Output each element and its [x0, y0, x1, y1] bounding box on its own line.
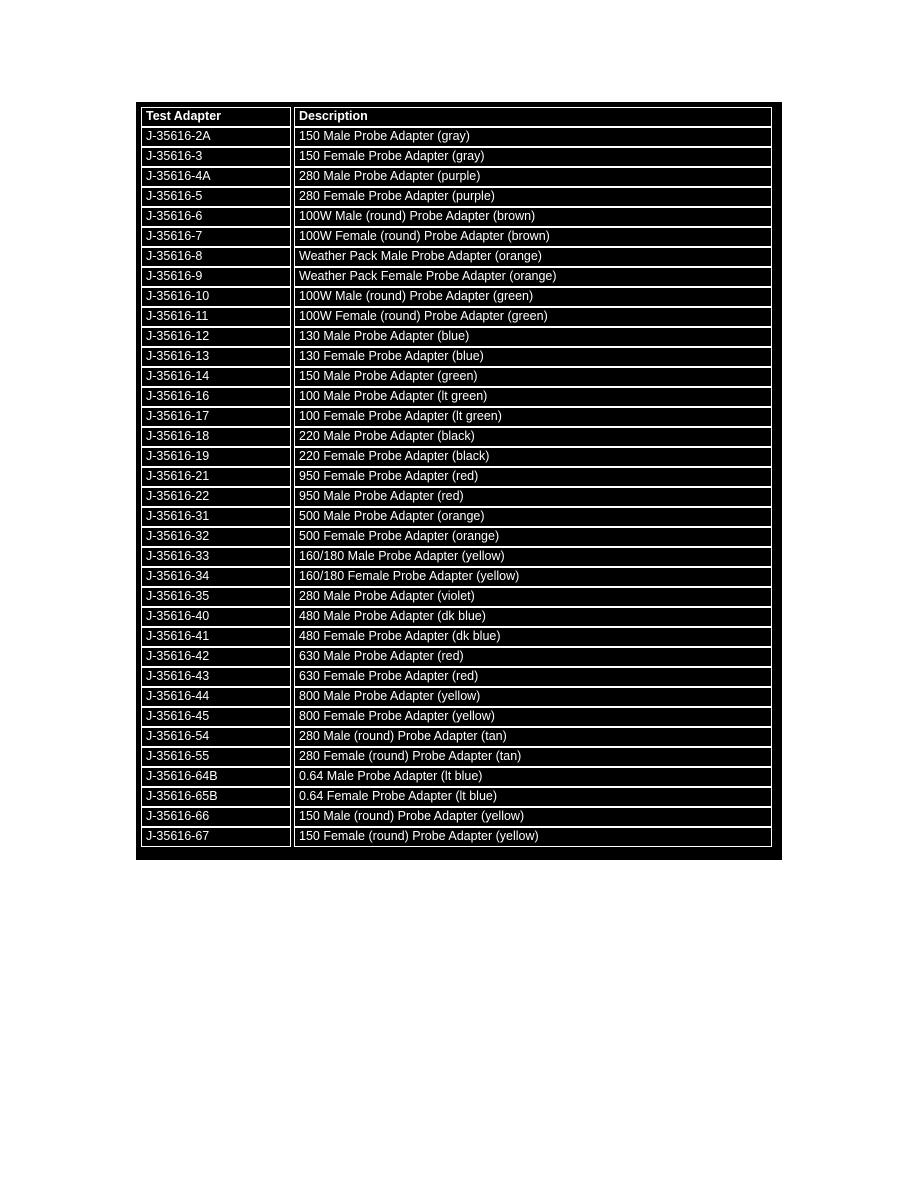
table-row: [141, 387, 775, 407]
description-cell: 100 Female Probe Adapter (lt green): [294, 407, 772, 427]
test-adapter-cell: J-35616-9: [141, 267, 291, 287]
table-row: [141, 467, 775, 487]
test-adapter-cell: J-35616-2A: [141, 127, 291, 147]
description-cell: 0.64 Male Probe Adapter (lt blue): [294, 767, 772, 787]
test-adapter-cell: J-35616-3: [141, 147, 291, 167]
description-cell: 280 Female (round) Probe Adapter (tan): [294, 747, 772, 767]
table-row: [141, 767, 775, 787]
test-adapter-cell: J-35616-7: [141, 227, 291, 247]
test-adapter-cell: J-35616-19: [141, 447, 291, 467]
description-cell: 130 Male Probe Adapter (blue): [294, 327, 772, 347]
test-adapter-cell: J-35616-10: [141, 287, 291, 307]
test-adapter-cell: J-35616-35: [141, 587, 291, 607]
description-cell: 630 Male Probe Adapter (red): [294, 647, 772, 667]
description-cell: 150 Female (round) Probe Adapter (yellow): [294, 827, 772, 847]
test-adapter-cell: J-35616-42: [141, 647, 291, 667]
table-row: [141, 407, 775, 427]
table-row: [141, 727, 775, 747]
test-adapter-cell: J-35616-11: [141, 307, 291, 327]
description-cell: 100W Female (round) Probe Adapter (green): [294, 307, 772, 327]
description-cell: Weather Pack Female Probe Adapter (orange): [294, 267, 772, 287]
table-row: [141, 507, 775, 527]
test-adapter-cell: J-35616-44: [141, 687, 291, 707]
adapter-table: [136, 102, 782, 860]
table-row: [141, 827, 775, 847]
description-cell: 220 Female Probe Adapter (black): [294, 447, 772, 467]
test-adapter-cell: J-35616-66: [141, 807, 291, 827]
table-row: [141, 667, 775, 687]
test-adapter-cell: J-35616-34: [141, 567, 291, 587]
table-row: [141, 567, 775, 587]
description-cell: 800 Female Probe Adapter (yellow): [294, 707, 772, 727]
table-row: [141, 307, 775, 327]
test-adapter-cell: J-35616-12: [141, 327, 291, 347]
table-row: [141, 347, 775, 367]
table-row: [141, 707, 775, 727]
test-adapter-cell: J-35616-5: [141, 187, 291, 207]
description-cell: 160/180 Female Probe Adapter (yellow): [294, 567, 772, 587]
test-adapter-cell: J-35616-14: [141, 367, 291, 387]
test-adapter-cell: J-35616-13: [141, 347, 291, 367]
header-description: Description: [294, 107, 772, 127]
description-cell: 0.64 Female Probe Adapter (lt blue): [294, 787, 772, 807]
description-cell: 950 Female Probe Adapter (red): [294, 467, 772, 487]
description-cell: 130 Female Probe Adapter (blue): [294, 347, 772, 367]
table-row: [141, 627, 775, 647]
description-cell: 280 Male Probe Adapter (violet): [294, 587, 772, 607]
description-cell: 480 Male Probe Adapter (dk blue): [294, 607, 772, 627]
description-cell: 150 Female Probe Adapter (gray): [294, 147, 772, 167]
test-adapter-cell: J-35616-8: [141, 247, 291, 267]
description-cell: 160/180 Male Probe Adapter (yellow): [294, 547, 772, 567]
table-row: [141, 547, 775, 567]
test-adapter-cell: J-35616-17: [141, 407, 291, 427]
table-row: [141, 167, 775, 187]
test-adapter-cell: J-35616-41: [141, 627, 291, 647]
description-cell: 150 Male (round) Probe Adapter (yellow): [294, 807, 772, 827]
test-adapter-cell: J-35616-18: [141, 427, 291, 447]
table-row: [141, 747, 775, 767]
description-cell: 220 Male Probe Adapter (black): [294, 427, 772, 447]
test-adapter-cell: J-35616-31: [141, 507, 291, 527]
description-cell: 150 Male Probe Adapter (gray): [294, 127, 772, 147]
table-row: [141, 687, 775, 707]
description-cell: 800 Male Probe Adapter (yellow): [294, 687, 772, 707]
test-adapter-cell: J-35616-6: [141, 207, 291, 227]
table-row: [141, 587, 775, 607]
table-row: [141, 207, 775, 227]
test-adapter-cell: J-35616-22: [141, 487, 291, 507]
test-adapter-cell: J-35616-33: [141, 547, 291, 567]
adapter-table-grid: [141, 107, 775, 847]
table-row: [141, 227, 775, 247]
description-cell: 280 Male Probe Adapter (purple): [294, 167, 772, 187]
table-row: [141, 267, 775, 287]
table-row: [141, 527, 775, 547]
table-row: [141, 447, 775, 467]
table-row: [141, 367, 775, 387]
test-adapter-cell: J-35616-40: [141, 607, 291, 627]
description-cell: 500 Male Probe Adapter (orange): [294, 507, 772, 527]
table-row: [141, 807, 775, 827]
test-adapter-cell: J-35616-55: [141, 747, 291, 767]
header-test-adapter: Test Adapter: [141, 107, 291, 127]
description-cell: 500 Female Probe Adapter (orange): [294, 527, 772, 547]
test-adapter-cell: J-35616-21: [141, 467, 291, 487]
table-row: [141, 247, 775, 267]
table-row: [141, 787, 775, 807]
table-header-row: [141, 107, 775, 127]
test-adapter-cell: J-35616-43: [141, 667, 291, 687]
table-row: [141, 127, 775, 147]
test-adapter-cell: J-35616-64B: [141, 767, 291, 787]
table-row: [141, 607, 775, 627]
description-cell: 480 Female Probe Adapter (dk blue): [294, 627, 772, 647]
test-adapter-cell: J-35616-67: [141, 827, 291, 847]
description-cell: 630 Female Probe Adapter (red): [294, 667, 772, 687]
test-adapter-cell: J-35616-54: [141, 727, 291, 747]
table-row: [141, 187, 775, 207]
description-cell: 100W Male (round) Probe Adapter (brown): [294, 207, 772, 227]
test-adapter-cell: J-35616-4A: [141, 167, 291, 187]
description-cell: 100 Male Probe Adapter (lt green): [294, 387, 772, 407]
table-row: [141, 147, 775, 167]
description-cell: 280 Male (round) Probe Adapter (tan): [294, 727, 772, 747]
test-adapter-cell: J-35616-45: [141, 707, 291, 727]
test-adapter-cell: J-35616-32: [141, 527, 291, 547]
description-cell: 150 Male Probe Adapter (green): [294, 367, 772, 387]
table-row: [141, 647, 775, 667]
description-cell: Weather Pack Male Probe Adapter (orange): [294, 247, 772, 267]
test-adapter-cell: J-35616-16: [141, 387, 291, 407]
description-cell: 100W Male (round) Probe Adapter (green): [294, 287, 772, 307]
description-cell: 100W Female (round) Probe Adapter (brown): [294, 227, 772, 247]
description-cell: 950 Male Probe Adapter (red): [294, 487, 772, 507]
table-row: [141, 427, 775, 447]
table-row: [141, 287, 775, 307]
description-cell: 280 Female Probe Adapter (purple): [294, 187, 772, 207]
table-row: [141, 327, 775, 347]
table-row: [141, 487, 775, 507]
test-adapter-cell: J-35616-65B: [141, 787, 291, 807]
